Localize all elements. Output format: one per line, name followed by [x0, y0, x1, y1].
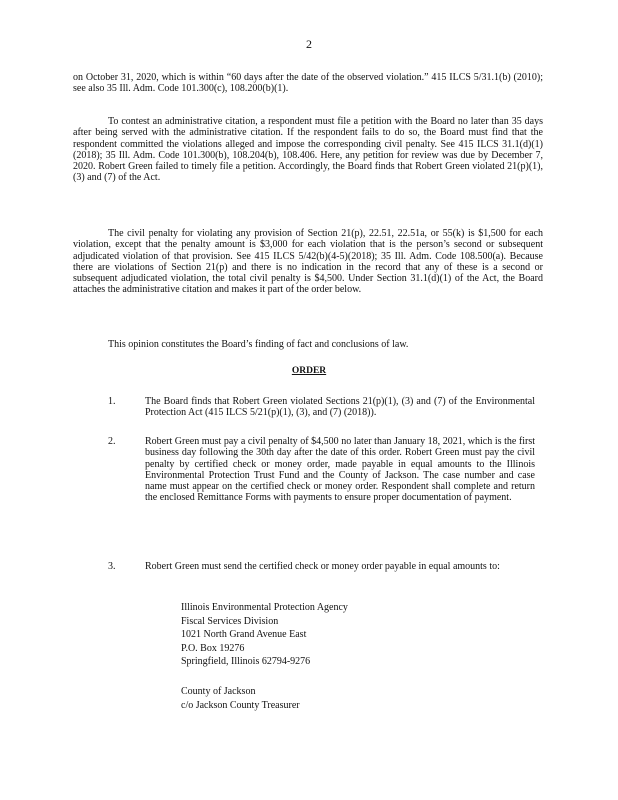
paragraph-penalty: The civil penalty for violating any provision of Section 21(p), 22.51, 22.51a, or 55(k) is $1,500 for each violation, except that the penalty amount is $3,000 for each violation that is the person’s second or subsequent adjudicated violation of that provision. See 415 ILCS 5/42(b)(4-5)(2018); 35 Ill. Adm. Code 108.500(a). Because there are violations of Section 21(p) and there is no indication in the record that any of these is a second or subsequent adjudicated violation, the total civil penalty is $4,500. Under Section 31.1(d)(1) of the Act, the Board attaches the administrative citation and makes it part of the order below.: [73, 228, 543, 296]
address-line: 1021 North Grand Avenue East: [181, 629, 307, 641]
order-item-number: 2.: [108, 436, 116, 447]
address-block-iepa: [181, 601, 348, 669]
order-item: [108, 561, 548, 572]
order-item: [108, 436, 548, 504]
order-item-text: Robert Green must pay a civil penalty of $4,500 no later than January 18, 2021, which is the first business day following the 30th day after the date of this order. Robert Green must pay the civil penalty by certified check or money order, made payable in equal amounts to the Illinois Environmental Protection Trust Fund and the County of Jackson. The case number and case name must appear on the certified check or money order. Respondent shall complete and return the enclosed Remittance Forms with payments to ensure proper documentation of payment.: [145, 436, 535, 504]
address-line: c/o Jackson County Treasurer: [181, 699, 300, 711]
address-line: Springfield, Illinois 62794-9276: [181, 656, 311, 668]
address-block-county: [181, 685, 300, 712]
page-number: 2: [306, 37, 312, 51]
order-heading: ORDER: [291, 366, 327, 376]
address-line: P.O. Box 19276: [181, 642, 245, 654]
order-item-text: The Board finds that Robert Green violated Sections 21(p)(1), (3) and (7) of the Environmental Protection Act (415 ILCS 5/21(p)(1), (3), and (7) (2018)).: [145, 396, 535, 419]
address-line: County of Jackson: [181, 686, 256, 697]
order-item-text: Robert Green must send the certified check or money order payable in equal amounts to:: [145, 561, 500, 572]
order-item-number: 1.: [108, 396, 116, 407]
paragraph-conclusion: This opinion constitutes the Board’s finding of fact and conclusions of law.: [108, 339, 409, 350]
order-item: [108, 396, 548, 419]
paragraph-contest: To contest an administrative citation, a respondent must file a petition with the Board no later than 35 days after being served with the administrative citation. If the respondent fails to do so, the Board must find that the respondent committed the violations alleged and impose the corresponding civil penalty. See 415 ILCS 31.1(d)(1) (2018); 35 Ill. Adm. Code 101.300(b), 108.204(b), 108.406. Here, any petition for review was due by December 7, 2020. Robert Green failed to timely file a petition. Accordingly, the Board finds that Robert Green violated 21(p)(1), (3) and (7) of the Act.: [73, 116, 543, 184]
paragraph-intro: on October 31, 2020, which is within “60 days after the date of the observed violation.” 415 ILCS 5/31.1(b) (2010); see also 35 Ill. Adm. Code 101.300(c), 108.200(b)(1).: [73, 72, 543, 95]
address-line: Fiscal Services Division: [181, 615, 279, 627]
address-line: Illinois Environmental Protection Agency: [181, 602, 348, 613]
order-item-number: 3.: [108, 561, 116, 572]
